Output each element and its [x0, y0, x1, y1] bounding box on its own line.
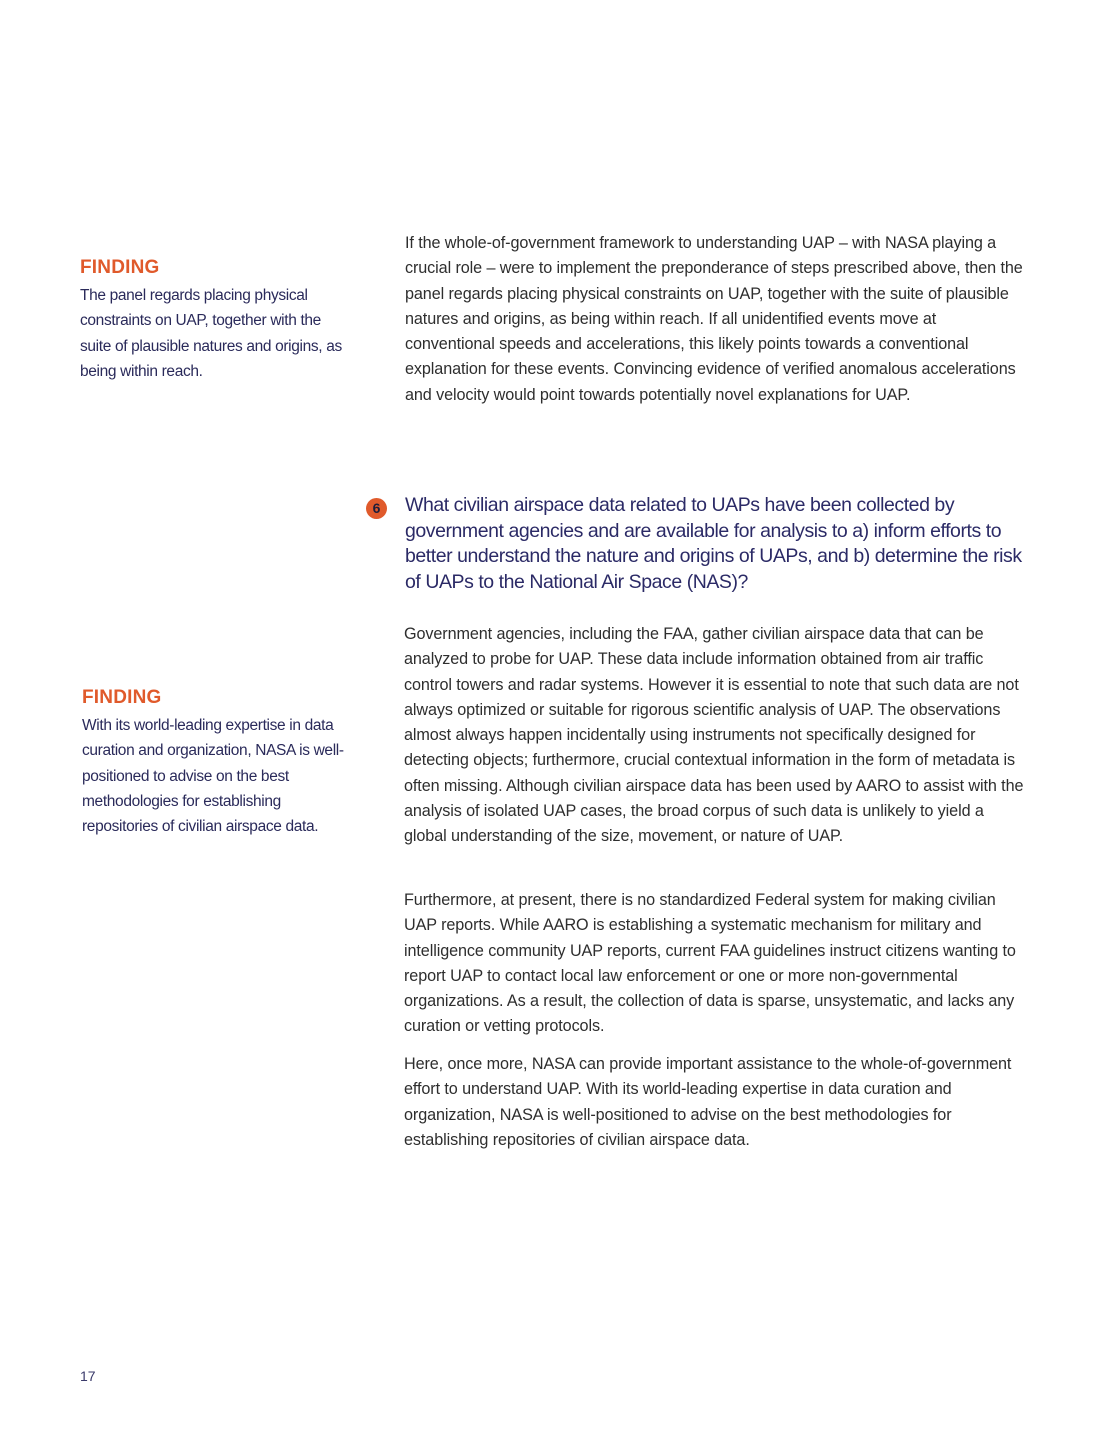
- finding-label: FINDING: [80, 257, 160, 278]
- answer-paragraph: Furthermore, at present, there is no standardized Federal system for making civilian UAP reports. While AARO is establishing a systematic mechanism for military and intelligence community UAP reports, current FAA guidelines instruct citizens wanting to report UAP to contact local law enforcement or one or more non-governmental organizations. As a result, the collection of data is sparse, unsystematic, and lacks any curation or vetting protocols.: [404, 891, 1016, 1036]
- page-number: 17: [80, 1368, 96, 1384]
- finding-callout-1: [80, 256, 342, 384]
- finding-label: FINDING: [82, 687, 162, 708]
- finding-text: With its world-leading expertise in data curation and organization, NASA is well-positioned to advise on the best methodologies for establishing repositories of civilian airspace data.: [82, 717, 344, 836]
- finding-callout-2: [82, 686, 344, 839]
- question-number-badge: 6: [366, 498, 387, 519]
- question-heading: What civilian airspace data related to UAPs have been collected by government agencies and are available for analysis to a) inform efforts to better understand the nature and origins of UAPs, and b) determine the risk of UAPs to the National Air Space (NAS)?: [405, 494, 1022, 593]
- finding-text: The panel regards placing physical constraints on UAP, together with the suite of plausible natures and origins, as being within reach.: [80, 287, 342, 380]
- answer-paragraph: Here, once more, NASA can provide important assistance to the whole-of-government effort to understand UAP. With its world-leading expertise in data curation and organization, NASA is well-positioned to advise on the best methodologies for establishing repositories of civilian airspace data.: [404, 1055, 1012, 1149]
- answer-paragraph: Government agencies, including the FAA, gather civilian airspace data that can be analyzed to probe for UAP. These data include information obtained from air traffic control towers and radar systems. However it is essential to note that such data are not always optimized or suitable for rigorous scientific analysis of UAP. The observations almost always happen incidentally using instruments not specifically designed for detecting objects; furthermore, crucial contextual information in the form of metadata is often missing. Although civilian airspace data has been used by AARO to assist with the analysis of isolated UAP cases, the broad corpus of such data is unlikely to yield a global understanding of the size, movement, or nature of UAP.: [404, 625, 1024, 846]
- intro-paragraph: If the whole-of-government framework to understanding UAP – with NASA playing a crucial role – were to implement the preponderance of steps prescribed above, then the panel regards placing physical constraints on UAP, together with the suite of plausible natures and origins, as being within reach. If all unidentified events move at conventional speeds and accelerations, this likely points towards a conventional explanation for these events. Convincing evidence of verified anomalous accelerations and velocity would point towards potentially novel explanations for UAP.: [405, 234, 1023, 404]
